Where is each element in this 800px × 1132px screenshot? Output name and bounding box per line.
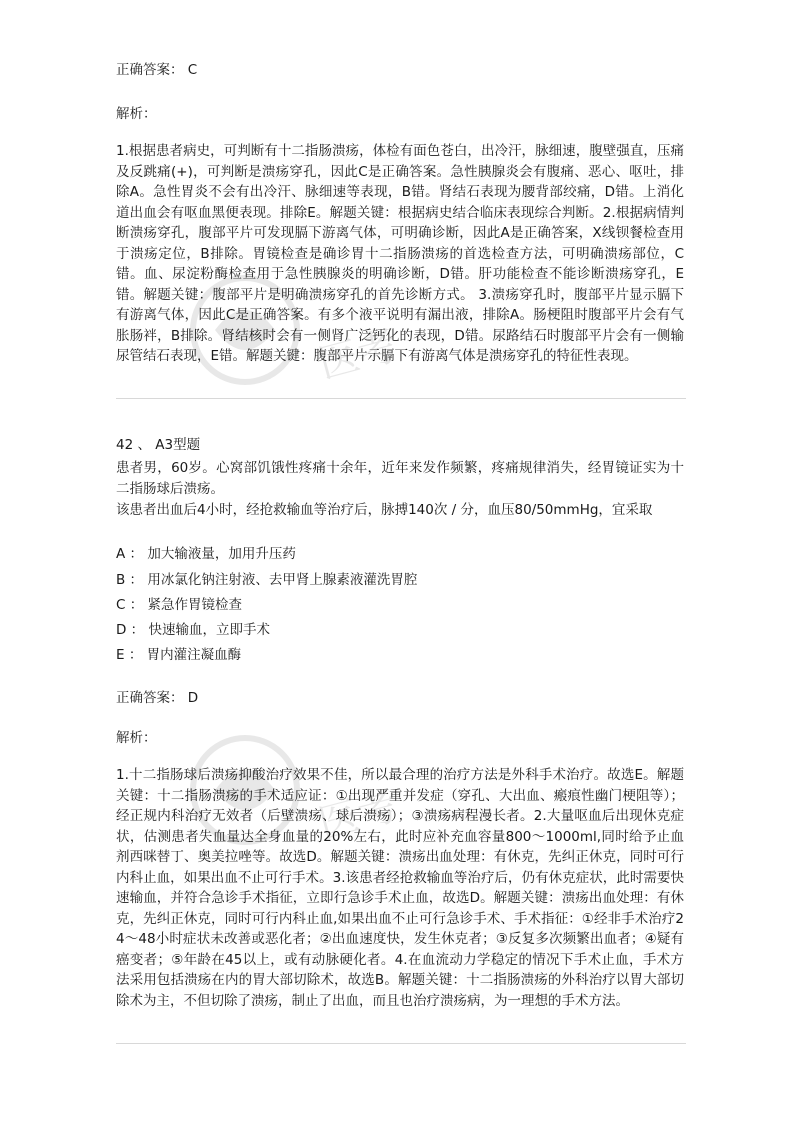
q41-analysis-text: 1.根据患者病史，可判断有十二指肠溃疡，体检有面色苍白，出冷汗，脉细速，腹壁强直，压痛及反跳痛(+)，可判断是溃疡穿孔，因此C是正确答案。急性胰腺炎会有腹痛、恶心、呕吐，排除A。急性胃炎不会有出冷汗、脉细速等表现，B错。肾结石表现为腰背部绞痛，D错。上消化道出血会有呕血黑便表现。排除E。解题关键：根据病史结合临床表现综合判断。2.根据病情判断溃疡穿孔，腹部平片可发现膈下游离气体，可明确诊断，因此A是正确答案，X线钡餐检查用于溃疡定位，B排除。胃镜检查是确诊胃十二指肠溃疡的首选检查方法，可明确溃疡部位，C错。血、尿淀粉酶检查用于急性胰腺炎的明确诊断，D错。肝功能检查不能诊断溃疡穿孔，E错。解题关键：腹部平片是明确溃疡穿孔的首先诊断方式。 3.溃疡穿孔时，腹部平片显示膈下有游离气体，因此C是正确答案。有多个液平说明有漏出液，排除A。肠梗阻时腹部平片会有气胀肠袢，B排除。肾结核时会有一侧肾广泛钙化的表现，D错。尿路结石时腹部平片会有一侧输尿管结石表现，E错。解题关键：腹部平片示膈下有游离气体是溃疡穿孔的特征性表现。 [116,143,684,364]
q41-correct-answer: 正确答案： C [116,62,198,78]
q42-stem-2: 该患者出血后4小时，经抢救输血等治疗后，脉搏140次 / 分，血压80/50mmHg，宜采取 [116,502,653,518]
q42-option-a: A ： 加大输液量，加用升压药 [116,546,296,562]
section-divider [116,398,686,399]
q42-analysis-label: 解析： [116,730,157,746]
q42-stem-1: 患者男，60岁。心窝部饥饿性疼痛十余年，近年来发作频繁，疼痛规律消失，经胃镜证实为十二指肠球后溃疡。 [116,460,684,497]
q41-analysis-label: 解析： [116,106,157,122]
q42-correct-answer: 正确答案： D [116,690,199,706]
q42-option-d: D ： 快速输血，立即手术 [116,622,270,638]
q42-option-e: E ： 胃内灌注凝血酶 [116,647,242,663]
q42-analysis-text: 1.十二指肠球后溃疡抑酸治疗效果不佳，所以最合理的治疗方法是外科手术治疗。故选E。解题关键：十二指肠溃疡的手术适应证：①出现严重并发症（穿孔、大出血、瘢痕性幽门梗阻等）；经正规内科治疗无效者（后壁溃疡、球后溃疡）；③溃疡病程漫长者。2.大量呕血后出现休克症状，估测患者失血量达全身血量的20%左右，此时应补充血容量800～1000ml,同时给予止血剂西咪替丁、奥美拉唑等。故选D。解题关键：溃疡出血处理：有休克，先纠正休克，同时可行内科止血，如果出血不止可行手术。3.该患者经抢救输血等治疗后，仍有休克症状，此时需要快速输血，并符合急诊手术指征，立即行急诊手术止血，故选D。解题关键：溃疡出血处理：有休克，先纠正休克，同时可行内科止血,如果出血不止可行急诊手术、手术指征：①经非手术治疗24～48小时症状未改善或恶化者；②出血速度快，发生休克者；③反复多次频繁出血者；④疑有癌变者；⑤年龄在45以上，或有动脉硬化者。4.在血流动力学稳定的情况下手术止血，手术方法采用包括溃疡在内的胃大部切除术，故选B。解题关键：十二指肠溃疡的外科治疗以胃大部切除术为主，不但切除了溃疡，制止了出血，而且也治疗溃疡病，为一理想的手术方法。 [116,767,684,1009]
svg-text:医考: 医考 [314,783,403,847]
q42-option-c: C ： 紧急作胃镜检查 [116,597,243,613]
q42-number: 42 、 A3型题 [116,437,201,453]
section-divider [116,1043,686,1044]
svg-text:医考: 医考 [314,323,403,387]
q42-option-b: B ： 用冰氯化钠注射液、去甲肾上腺素液灌洗胃腔 [116,572,418,588]
